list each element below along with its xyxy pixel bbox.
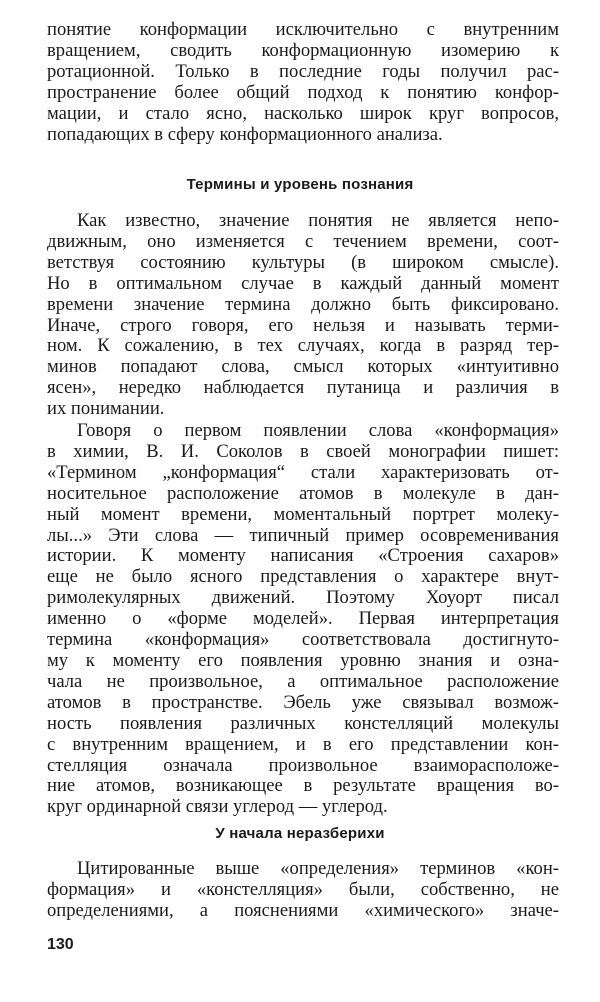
- paragraph: [47, 421, 559, 818]
- text-line: мации, и стало ясно, насколько широк круг вопросов,: [47, 102, 559, 124]
- text-line: формация» и «констелляция» были, собственно, не: [47, 878, 559, 900]
- text-line: «Термином „конформация“ стали характеризовать от-: [47, 461, 559, 483]
- text-line: именно о «форме моделей». Первая интерпретация: [47, 608, 559, 630]
- text-line: еще не было ясного представления о характере внут-: [47, 566, 559, 588]
- text-line: минов попадают слова, смысл которых «интуитивно: [47, 356, 559, 378]
- text-line: Но в оптимальном случае в каждый данный момент: [47, 272, 559, 294]
- text-line: времени значение термина должно быть фиксировано.: [47, 293, 559, 315]
- text-line: ние атомов, возникающее в результате вращения во-: [47, 775, 559, 797]
- text-line: ность появления различных констелляций молекулы: [47, 712, 559, 734]
- text-line: ротационной. Только в последние годы получил рас-: [47, 60, 559, 82]
- text-line: ном. К сожалению, в тех случаях, когда в разряд тер-: [47, 335, 559, 357]
- page-number: 130: [47, 936, 74, 953]
- text-line: Говоря о первом появлении слова «конформация»: [77, 420, 559, 441]
- text-line: Иначе, строго говоря, его нельзя и называть терми-: [47, 314, 559, 336]
- text-line: истории. К моменту написания «Строения сахаров»: [47, 545, 559, 567]
- text-line: носительное расположение атомов в молекуле в дан-: [47, 482, 559, 504]
- text-line: в химии, В. И. Соколов в своей монографии пишет:: [47, 440, 559, 462]
- text-line: определениями, а пояснениями «химического» значе-: [47, 899, 559, 921]
- text-line: их понимании.: [47, 398, 165, 420]
- text-line: ясен», нередко наблюдается путаница и различия в: [47, 377, 559, 399]
- text-line: атомов в пространстве. Эбель уже связывал возмож-: [47, 691, 559, 713]
- paragraph: [47, 859, 559, 922]
- text-line: чала не произвольное, а оптимальное расположение: [47, 670, 559, 692]
- text-line: Цитированные выше «определения» терминов «кон-: [77, 858, 559, 879]
- paragraph: [47, 211, 559, 420]
- text-line: вращением, сводить конформационную изомерию к: [47, 39, 559, 61]
- text-line: му к моменту его появления уровню знания и озна-: [47, 649, 559, 671]
- section-heading: У начала неразберихи: [215, 825, 385, 842]
- section-heading: Термины и уровень познания: [186, 176, 414, 193]
- text-line: пространение более общий подход к понятию конфор-: [47, 81, 559, 103]
- text-line: стелляция означала произвольное взаиморасположе-: [47, 754, 559, 776]
- text-line: термина «конформация» соответствовала достигнуто-: [47, 629, 559, 651]
- text-line: понятие конформации исключительно с внутренним: [47, 19, 559, 40]
- text-line: движным, оно изменяется с течением времени, соот-: [47, 230, 559, 252]
- paragraph-continued: [47, 20, 559, 145]
- text-line: ветствуя состоянию культуры (в широком смысле).: [47, 251, 559, 273]
- text-line: римолекулярных движений. Поэтому Хоуорт писал: [47, 587, 559, 609]
- text-line: круг ординарной связи углерод — углерод.: [47, 796, 388, 818]
- text-line: попадающих в сферу конформационного анализа.: [47, 123, 443, 145]
- text-line: Как известно, значение понятия не является непо-: [77, 210, 559, 231]
- text-line: ный момент времени, моментальный портрет молеку-: [47, 503, 559, 525]
- text-line: лы...» Эти слова — типичный пример осовременивания: [47, 524, 559, 546]
- text-line: с внутренним вращением, и в его представлении кон-: [47, 733, 559, 755]
